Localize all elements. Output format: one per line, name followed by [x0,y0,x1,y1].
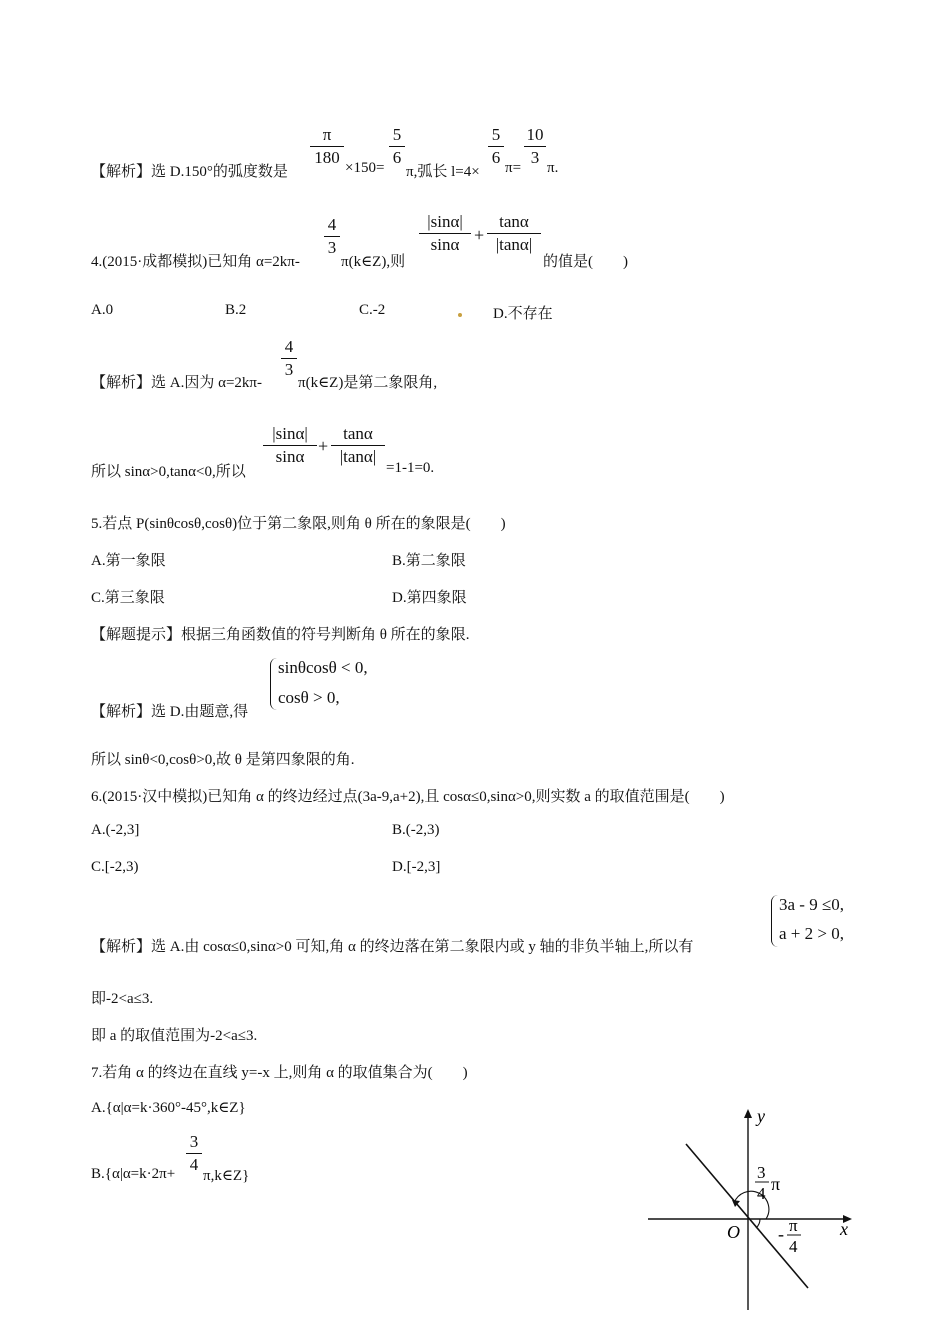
q6-option-d: D.[-2,3] [392,859,441,875]
q4-expr-plus: + [474,225,485,245]
q6-system-line-1: 3a - 9 ≤0, [779,895,845,914]
q4-fraction-4-3: 4 3 [325,214,339,259]
q6-stem: 6.(2015·汉中模拟)已知角 α 的终边经过点(3a-9,a+2),且 cosα≤0,sinα>0,则实数 a 的取值范围是( ) [91,789,725,805]
q3-pi-end: π. [547,160,559,176]
angle-neg-num: π [789,1216,798,1235]
q7-stem: 7.若角 α 的终边在直线 y=-x 上,则角 α 的取值集合为( ) [91,1065,468,1081]
q5-system-line-1: sinθcosθ < 0, [278,658,368,677]
q4-solution2-suffix: =1-1=0. [386,460,435,476]
q5-hint: 【解题提示】根据三角函数值的符号判断角 θ 所在的象限. [91,627,470,643]
q4-solution-prefix: 【解析】选 A.因为 α=2kπ- [91,375,262,391]
q3-fraction-pi-180: π 180 [311,124,343,169]
q4-stem-mid: π(k∈Z),则 [341,254,406,270]
angle-arc-negative [756,1219,760,1228]
q4-solution-mid: π(k∈Z)是第二象限角, [298,375,438,391]
q5-conclusion: 所以 sinθ<0,cosθ>0,故 θ 是第四象限的角. [91,752,355,768]
x-axis-label: x [840,1219,848,1239]
q4-solution-expr-plus: + [318,436,329,456]
q6-option-b: B.(-2,3) [392,822,440,838]
q6-line-1: 即-2<a≤3. [91,991,154,1007]
q4-option-b: B.2 [225,302,247,318]
q5-option-c: C.第三象限 [91,590,165,606]
q4-expr-fraction-2: tanα |tanα| [488,211,540,256]
q4-option-a: A.0 [91,302,114,318]
q3-fraction-5-6-b: 5 6 [489,124,503,169]
q7-option-a: A.{α|α=k·360°-45°,k∈Z} [91,1100,246,1116]
q6-line-2: 即 a 的取值范围为-2<a≤3. [91,1028,258,1044]
angle-pos-den: 4 [757,1184,766,1203]
q4-solution-expr-fraction-2: tanα |tanα| [332,423,384,468]
q5-solution-prefix: 【解析】选 D.由题意,得 [91,704,249,720]
q6-solution-prefix: 【解析】选 A.由 cosα≤0,sinα>0 可知,角 α 的终边落在第二象限内或 y 轴的非负半轴上,所以有 [91,939,694,955]
q4-solution-fraction-4-3: 4 3 [282,336,296,381]
q5-stem: 5.若点 P(sinθcosθ,cosθ)位于第二象限,则角 θ 所在的象限是( ) [91,516,506,532]
q4-stem-prefix: 4.(2015·成都模拟)已知角 α=2kπ- [91,254,300,270]
q3-fraction-10-3: 10 3 [525,124,545,169]
angle-pos-num: 3 [757,1163,766,1182]
angle-neg-prefix: - [778,1224,784,1244]
y-axis-label: y [757,1106,765,1126]
q6-option-c: C.[-2,3) [91,859,139,875]
q6-system-brace [771,895,778,947]
q4-option-d: D.不存在 [493,306,553,322]
q5-option-b: B.第二象限 [392,553,466,569]
q3-pi-equals: π= [505,160,522,176]
q6-system-line-2: a + 2 > 0, [779,924,844,943]
q5-option-a: A.第一象限 [91,553,166,569]
q4-stem-suffix: 的值是( ) [543,254,628,270]
q4-solution-expr-fraction-1: |sinα| sinα [264,423,316,468]
q7-option-b-prefix: B.{α|α=k·2π+ [91,1166,176,1182]
stray-dot [458,313,462,317]
origin-label: O [727,1222,740,1242]
q7-option-b-fraction: 3 4 [187,1131,201,1176]
q4-solution2-prefix: 所以 sinα>0,tanα<0,所以 [91,464,246,480]
q7-coordinate-figure [640,1100,870,1320]
angle-neg-den: 4 [789,1237,798,1256]
q3-times-150: ×150= [345,160,385,176]
q5-system-brace [270,658,277,710]
q5-option-d: D.第四象限 [392,590,467,606]
angle-pos-suffix: π [771,1174,781,1194]
q3-solution-prefix: 【解析】选 D.150°的弧度数是 [91,164,288,180]
q3-arc-text: π,弧长 l=4× [406,164,480,180]
q3-fraction-5-6: 5 6 [390,124,404,169]
q5-system-line-2: cosθ > 0, [278,688,340,707]
q4-option-c: C.-2 [359,302,386,318]
y-axis-arrow [744,1109,752,1118]
q7-option-b-suffix: π,k∈Z} [203,1168,250,1184]
q6-option-a: A.(-2,3] [91,822,140,838]
q4-expr-fraction-1: |sinα| sinα [420,211,470,256]
